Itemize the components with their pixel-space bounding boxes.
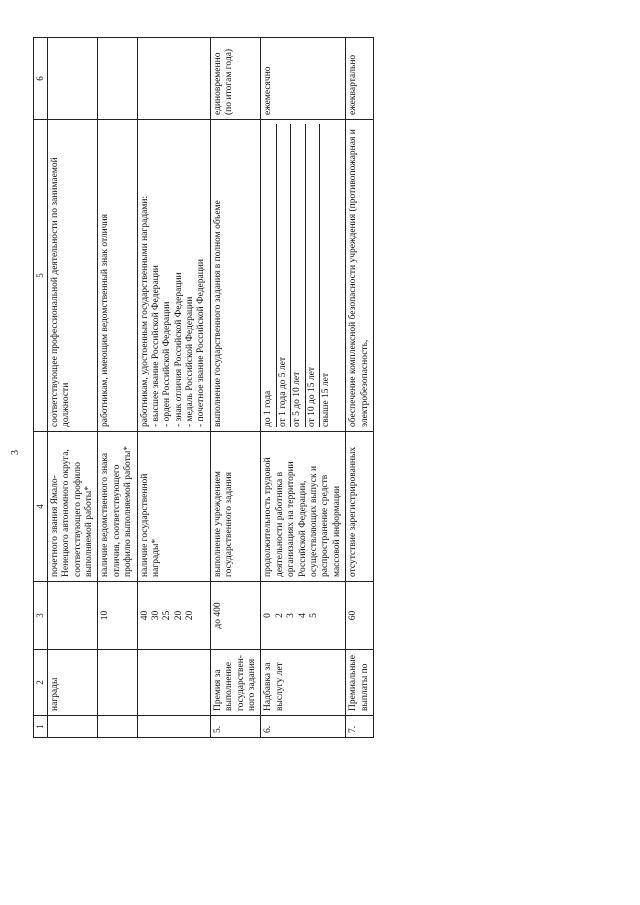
payment-name: Надбавка за выслугу лет bbox=[261, 650, 346, 716]
payment-name bbox=[137, 650, 210, 716]
column-numbers-row bbox=[34, 38, 48, 738]
table-row bbox=[346, 38, 374, 738]
condition-line: - высшее звание Российской Федерации bbox=[150, 265, 161, 427]
row-number bbox=[137, 716, 210, 738]
condition-line: от 1 года до 5 лет bbox=[276, 124, 289, 427]
row-number: 5. bbox=[210, 716, 261, 738]
points-value: 0 bbox=[263, 613, 274, 618]
column-number: 3 bbox=[34, 582, 48, 650]
condition-line: - почетное звание Российской Федерации bbox=[196, 259, 207, 427]
payment-name: Премия за выполнение государствен-ного задания bbox=[210, 650, 261, 716]
condition-line: выполнение государственного задания в полном объеме bbox=[212, 200, 223, 427]
points-cell bbox=[210, 582, 261, 650]
payments-table bbox=[33, 37, 374, 738]
column-number: 5 bbox=[34, 120, 48, 432]
points-cell bbox=[346, 582, 374, 650]
points-value: 60 bbox=[348, 610, 359, 621]
points-value: 40 bbox=[139, 610, 150, 621]
period-cell: ежеквартально bbox=[346, 38, 374, 120]
payment-name bbox=[98, 650, 137, 716]
conditions-cell bbox=[261, 120, 346, 432]
points-cell bbox=[98, 582, 137, 650]
period-cell bbox=[137, 38, 210, 120]
condition-line: работникам, удостоенным государственными наградами: bbox=[139, 195, 150, 427]
points-value: 2 bbox=[274, 613, 285, 618]
condition-line: до 1 года bbox=[263, 390, 274, 427]
condition-line: работникам, имеющим ведомственный знак отличия bbox=[100, 214, 111, 427]
table-row bbox=[137, 38, 210, 738]
points-value: 20 bbox=[173, 610, 184, 621]
table-row bbox=[98, 38, 137, 738]
period-cell bbox=[98, 38, 137, 120]
column-number: 1 bbox=[34, 716, 48, 738]
points-cell bbox=[261, 582, 346, 650]
payment-name: Премиальные выплаты по bbox=[346, 650, 374, 716]
table-row bbox=[261, 38, 346, 738]
condition-line: от 10 до 15 лет bbox=[305, 124, 318, 427]
condition-line: обеспечение комплексной безопасности учреждения (противопожарная и электробезопасность, bbox=[348, 129, 370, 427]
points-value: до 400 bbox=[212, 602, 223, 629]
condition-line: - знак отличия Российской Федерации bbox=[173, 272, 184, 427]
period-cell bbox=[47, 38, 98, 120]
criterion-cell: наличие ведомственного знака отличия, соответствующего профилю выполняемой работы* bbox=[98, 432, 137, 582]
payment-name: награды bbox=[47, 650, 98, 716]
points-value: 10 bbox=[100, 610, 111, 621]
criterion-cell: почетного звания Ямало-Ненецкого автономного округа, соответствующего профилю выполняемой работы* bbox=[47, 432, 98, 582]
table-row bbox=[210, 38, 261, 738]
condition-line: свыше 15 лет bbox=[319, 124, 332, 427]
table-row bbox=[47, 38, 98, 738]
page-number: 3 bbox=[10, 450, 21, 455]
condition-line: от 5 до 10 лет bbox=[290, 124, 303, 427]
criterion-cell: продолжительность трудовой деятельности работника в организациях на территории Российской Федерации, осуществляющих выпуск и распространение средств массовой информации bbox=[261, 432, 346, 582]
column-number: 2 bbox=[34, 650, 48, 716]
conditions-cell bbox=[47, 120, 98, 432]
period-cell: единовременно (по итогам года) bbox=[210, 38, 261, 120]
condition-line: - медаль Российской Федерации bbox=[185, 296, 196, 427]
column-number: 6 bbox=[34, 38, 48, 120]
row-number bbox=[47, 716, 98, 738]
criterion-cell: выполнение учреждением государственного задания bbox=[210, 432, 261, 582]
points-cell bbox=[47, 582, 98, 650]
points-value: 5 bbox=[309, 613, 319, 618]
points-value: 20 bbox=[185, 610, 196, 621]
points-cell bbox=[137, 582, 210, 650]
conditions-cell bbox=[98, 120, 137, 432]
condition-line: - орден Российской Федерации bbox=[162, 301, 173, 427]
row-number: 7. bbox=[346, 716, 374, 738]
criterion-cell: наличие государственной награды* bbox=[137, 432, 210, 582]
condition-line: соответствующее профессиональной деятельности по занимаемой должности bbox=[49, 157, 72, 427]
row-number bbox=[98, 716, 137, 738]
period-cell: ежемесячно bbox=[261, 38, 346, 120]
column-number: 4 bbox=[34, 432, 48, 582]
points-value: 25 bbox=[162, 610, 173, 621]
points-value: 3 bbox=[286, 613, 297, 618]
row-number: 6. bbox=[261, 716, 346, 738]
criterion-cell: отсутствие зарегистрированных bbox=[346, 432, 374, 582]
points-value: 4 bbox=[297, 613, 308, 618]
points-value: 30 bbox=[150, 610, 161, 621]
conditions-cell bbox=[137, 120, 210, 432]
conditions-cell bbox=[210, 120, 261, 432]
conditions-cell bbox=[346, 120, 374, 432]
